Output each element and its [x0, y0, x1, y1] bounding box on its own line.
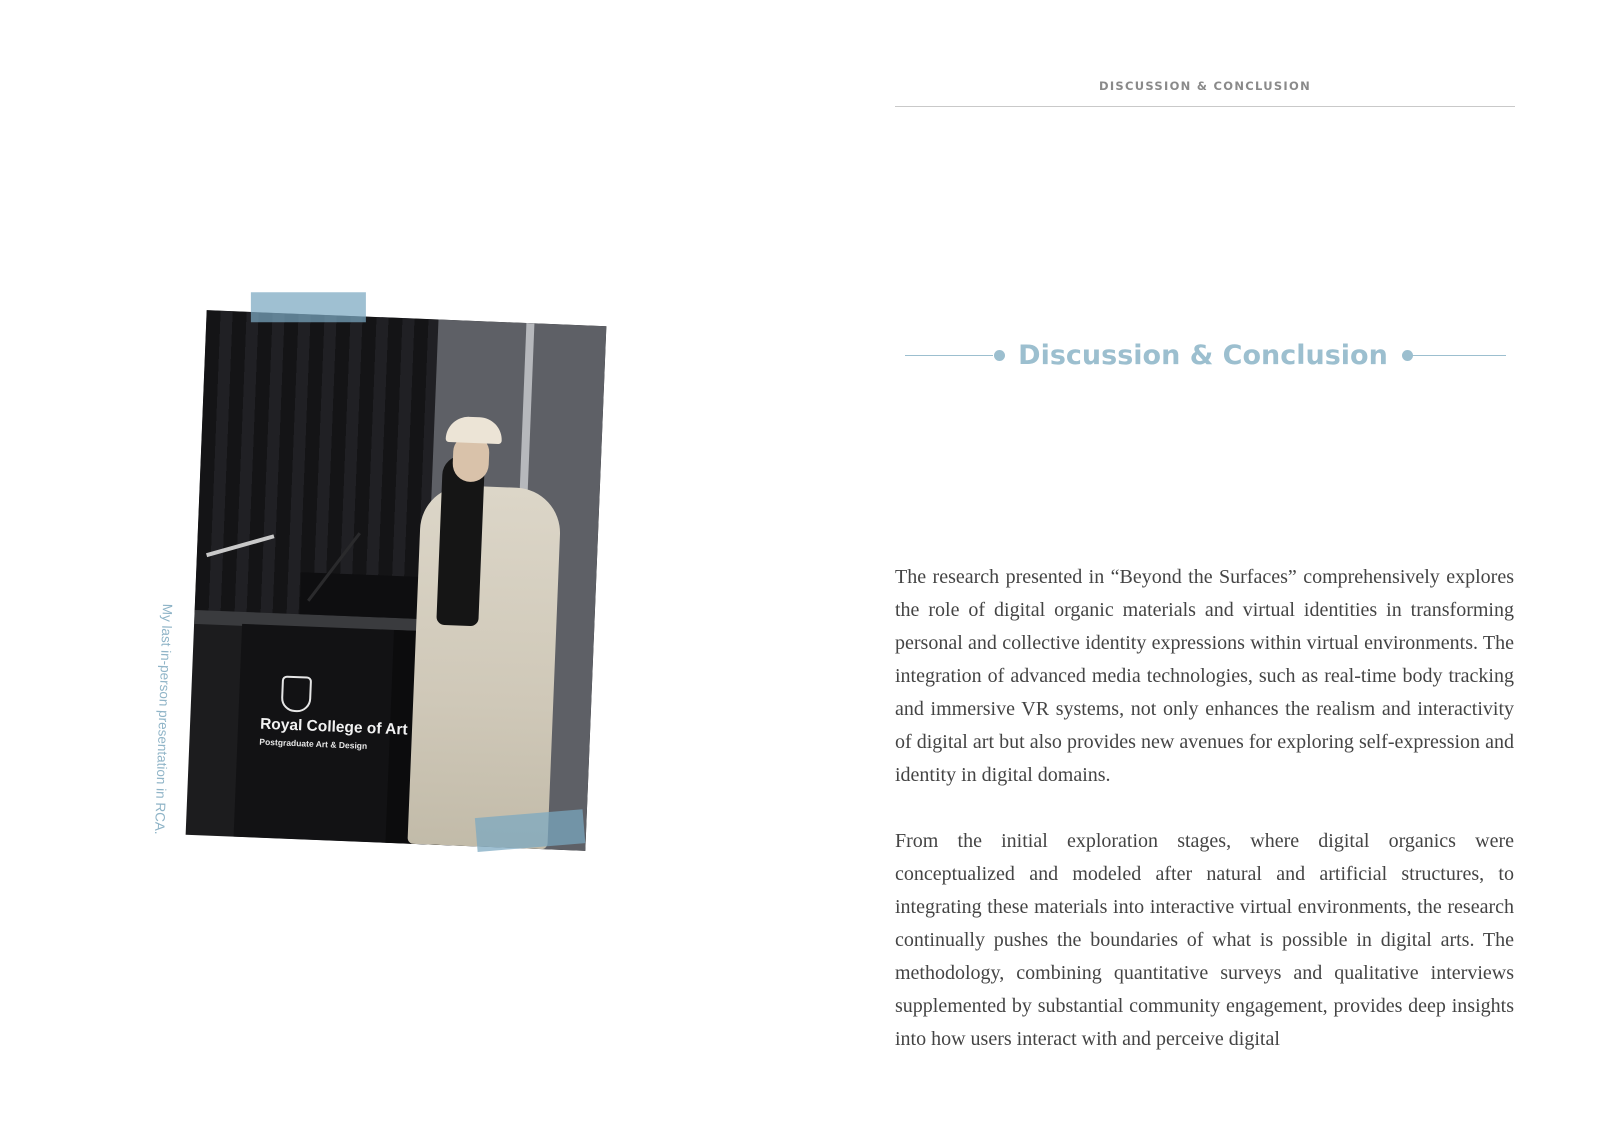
presentation-photo [186, 310, 607, 851]
section-title: Discussion & Conclusion [1018, 340, 1388, 371]
paragraph-1: The research presented in “Beyond the Surfaces” comprehensively explores the role of digital organic materials and virtual identities in transforming personal and collective identity expressions within virtual environments. The integration of advanced media technologies, such as real-time body tracking and immersive VR systems, not only enhances the realism and interactivity of digital art but also provides new avenues for exploring self-expression and identity in digital domains. [895, 566, 1514, 786]
paragraph-2: From the initial exploration stages, where digital organics were conceptualized and modeled after natural and artificial structures, to integrating these materials into interactive virtual environments, the research continually pushes the boundaries of what is possible in digital arts. The methodology, combining quantitative surveys and qualitative interviews supplemented by substantial community engagement, provides deep insights into how users interact with and perceive digital [895, 830, 1514, 1050]
section-title-row [905, 336, 1505, 376]
photo-image [186, 310, 607, 851]
crest-icon [281, 676, 312, 713]
lectern-logo-subtext: Postgraduate Art & Design [259, 736, 368, 751]
tape-top [251, 292, 366, 322]
title-dot-left [994, 350, 1005, 361]
photo-laptop [300, 572, 422, 619]
header-rule [895, 106, 1515, 107]
title-line-right [1410, 355, 1506, 356]
title-line-left [905, 355, 993, 356]
photo-presenter [407, 484, 561, 849]
running-header: DISCUSSION & CONCLUSION [1098, 79, 1312, 93]
lectern-logo-text: Royal College of Art [259, 715, 408, 739]
body-text [895, 561, 1514, 1089]
photo-caption: My last in-person presentation in RCA. [151, 603, 175, 835]
